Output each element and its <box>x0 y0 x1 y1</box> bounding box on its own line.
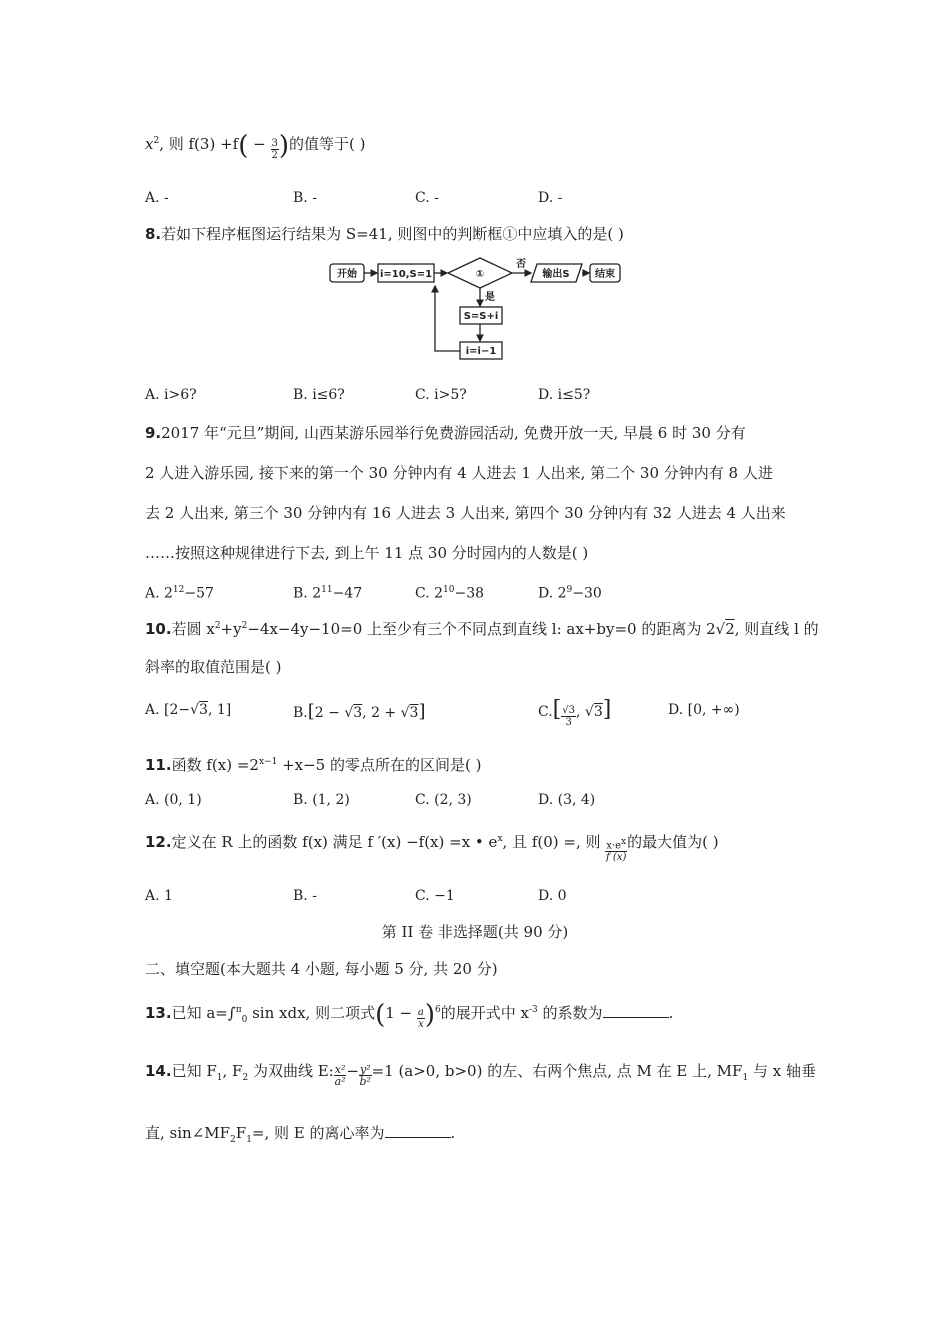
q9-option-a: A. $2^{12}-57$ <box>145 585 214 602</box>
q10-line-2: 斜率的取值范围是( ) <box>145 658 282 676</box>
flow-output-label: 输出S <box>542 269 570 280</box>
section-2-title: 第 II 卷 非选择题(共 90 分) <box>381 923 569 941</box>
flow-init-label: i=10,S=1 <box>379 269 433 280</box>
q7-option-d: D. - <box>538 190 563 206</box>
q10-option-c: C.[ $\frac{√3}{3}$ , √3] <box>538 697 612 728</box>
flow-start-label: 开始 <box>337 269 357 280</box>
q11-stem: 11.函数 $f(x) =2^{x-1} +x-5$ 的零点所在的区间是( ) <box>145 756 482 774</box>
flow-condition-label: ① <box>475 269 485 280</box>
q7-option-c: C. - <box>415 190 439 206</box>
q9-line-3: 去 2 人出来, 第三个 30 分钟内有 16 人进去 3 人出来, 第四个 30 分钟内有 32 人进去 4 人出来 <box>145 504 786 522</box>
flow-body-label: S=S+i <box>463 311 499 322</box>
q7-line: $x^2$, 则 f(3) +f( − $\frac{3}{2}$ )的值等于( ) <box>145 131 366 161</box>
q10-option-d: D. [0, +∞) <box>668 702 740 718</box>
q8-option-a: A. i>6? <box>145 387 197 403</box>
q12-option-a: A. 1 <box>145 888 173 904</box>
q14-line-1: 14.已知 $F_1$, $F_2$ 为双曲线 E: $\frac{\text{x²}}{\text{a²}}$ − $\frac{\text{y²}}{\text{b²}}$ =1 (a>0, b>0) 的左、右两个焦点, 点 M 在 E 上, $MF_1$ 与 x 轴垂 <box>145 1062 816 1088</box>
q12-option-b: B. - <box>293 888 317 904</box>
q9-line-1: 9.2017 年“元旦”期间, 山西某游乐园举行免费游园活动, 免费开放一天, 早晨 6 时 30 分有 <box>145 424 746 442</box>
q9-line-4: ……按照这种规律进行下去, 到上午 11 点 30 分时园内的人数是( ) <box>145 544 589 562</box>
q9-line-2: 2 人进入游乐园, 接下来的第一个 30 分钟内有 4 人进去 1 人出来, 第二个 30 分钟内有 8 人进 <box>145 464 773 482</box>
q8-option-d: D. i≤5? <box>538 387 591 403</box>
q12-option-d: D. 0 <box>538 888 567 904</box>
q8-option-b: B. i≤6? <box>293 387 345 403</box>
q7-option-a: A. - <box>145 190 169 206</box>
q9-option-b: B. $2^{11}-47$ <box>293 585 363 602</box>
q14-answer-blank[interactable] <box>385 1123 451 1138</box>
q9-option-d: D. $2^9-30$ <box>538 585 602 602</box>
q9-option-c: C. $2^{10}-38$ <box>415 585 485 602</box>
q10-option-a: A. [2−√3, 1] <box>145 702 232 718</box>
flow-no-label: 否 <box>516 259 526 270</box>
q12-option-c: C. −1 <box>415 888 455 904</box>
q14-line-2: 直, $\sin\angle MF_2F_1=$, 则 E 的离心率为 . <box>145 1124 456 1145</box>
flow-yes-label: 是 <box>485 292 495 303</box>
q11-option-c: C. (2, 3) <box>415 792 472 808</box>
q12-stem: 12.定义在 R 上的函数 f(x) 满足 f ′(x) −f(x) =x • $e^x$, 且 f(0) =, 则 $\frac{x\cdot e^x}{f (x)}$ 的最大值为( ) <box>145 833 719 863</box>
part-2-heading: 二、填空题(本大题共 4 小题, 每小题 5 分, 共 20 分) <box>145 960 498 978</box>
q11-option-a: A. (0, 1) <box>145 792 202 808</box>
q13-answer-blank[interactable] <box>603 1003 669 1018</box>
q11-option-d: D. (3, 4) <box>538 792 596 808</box>
flow-end-label: 结束 <box>595 269 615 280</box>
q8-stem: 8.若如下程序框图运行结果为 S=41, 则图中的判断框①中应填入的是( ) <box>145 225 624 243</box>
q10-line-1: 10.若圆 $x^2+y^2-4x-4y-10=0$ 上至少有三个不同点到直线 l: ax+by=0 的距离为 2√2, 则直线 l 的 <box>145 620 819 638</box>
q13-stem: 13.已知 a=∫$^\pi_0$ sin xdx, 则二项式(1 − $\frac{a}{x}$ )$^6$的展开式中 $x^{-3}$ 的系数为 . <box>145 1000 674 1030</box>
program-flowchart <box>325 252 625 368</box>
q7-option-b: B. - <box>293 190 317 206</box>
q11-option-b: B. (1, 2) <box>293 792 350 808</box>
q10-option-b: B.[2 − √3, 2 + √3] <box>293 701 426 722</box>
q8-option-c: C. i>5? <box>415 387 467 403</box>
flow-step-label: i=i−1 <box>465 346 497 357</box>
